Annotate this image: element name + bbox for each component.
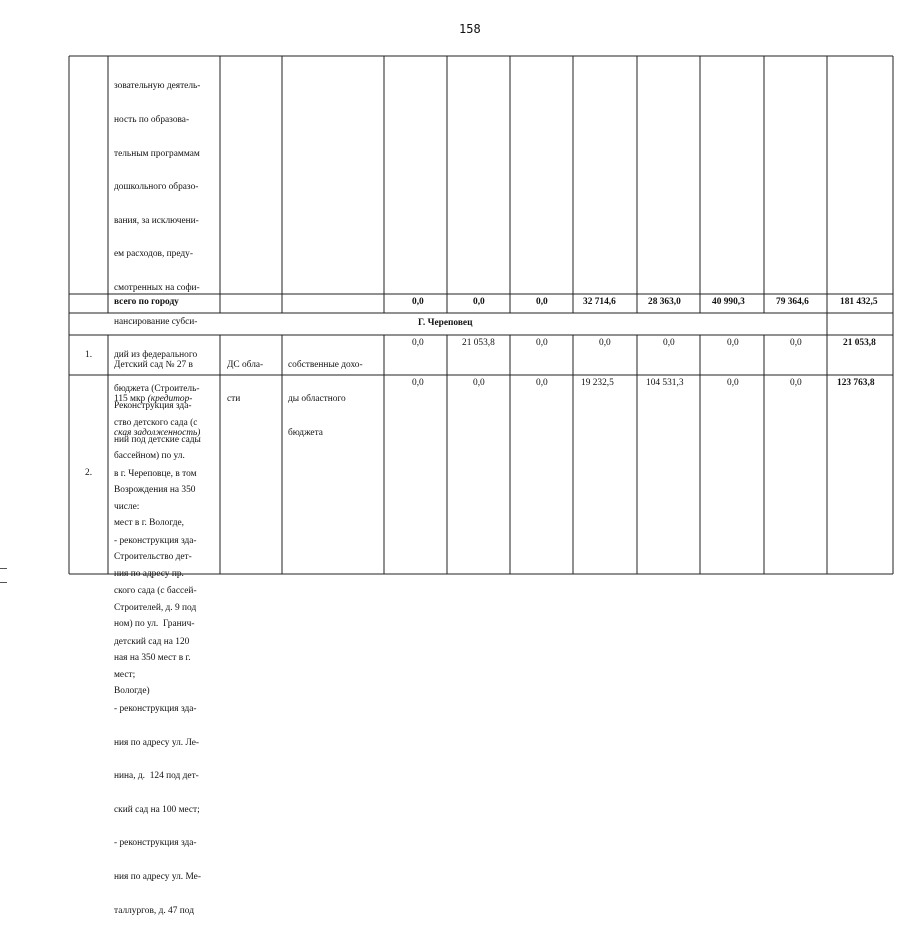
row1-value: 0,0 xyxy=(727,338,739,348)
continuation-name-line: Вологде) xyxy=(114,686,150,697)
total-city-value: 32 714,6 xyxy=(583,297,616,307)
continuation-name-line: ная на 350 мест в г. xyxy=(114,652,191,663)
total-city-value: 0,0 xyxy=(536,297,548,307)
page-number: 158 xyxy=(459,22,481,36)
row2-name-line: - реконструкция зда- xyxy=(114,535,197,546)
margin-mark xyxy=(0,582,7,583)
row2-name-line: - реконструкция зда- xyxy=(114,703,197,714)
row2-name-cell xyxy=(114,379,201,939)
row1-value: 0,0 xyxy=(536,338,548,348)
row1-value: 21 053,8 xyxy=(462,338,495,348)
total-city-value: 0,0 xyxy=(473,297,485,307)
margin-mark xyxy=(0,568,7,569)
row1-value: 0,0 xyxy=(412,338,424,348)
continuation-name-line: ем расходов, преду- xyxy=(114,249,193,260)
row2-name-line: детский сад на 120 xyxy=(114,636,190,647)
total-city-value: 28 363,0 xyxy=(648,297,681,307)
row1-source-line: ды областного xyxy=(288,394,346,405)
continuation-name-line: бюджета (Строитель- xyxy=(114,383,200,394)
row2-name-line: Строителей, д. 9 под xyxy=(114,603,197,614)
row2-name-line: нина, д. 124 под дет- xyxy=(114,771,199,782)
continuation-name-line: бассейном) по ул. xyxy=(114,451,185,462)
continuation-name-line: мест в г. Вологде, xyxy=(114,518,185,529)
row1-value: 0,0 xyxy=(663,338,675,348)
row1-name-italic: (кредитор- xyxy=(147,394,193,405)
row2-name-line: ний под детские сады xyxy=(114,435,201,446)
row2-name-line: Реконструкция зда- xyxy=(114,401,192,412)
row2-value: 104 531,3 xyxy=(646,378,684,388)
row2-name-line: ский сад на 100 мест; xyxy=(114,804,200,815)
row2-name-line: в г. Череповце, в том xyxy=(114,468,197,479)
row1-total: 21 053,8 xyxy=(843,338,876,348)
row2-name-line: ния по адресу ул. Ле- xyxy=(114,737,200,748)
continuation-name-line: ство детского сада (с xyxy=(114,417,198,428)
row2-value: 0,0 xyxy=(727,378,739,388)
row2-value: 0,0 xyxy=(536,378,548,388)
row1-owner-cell xyxy=(227,338,263,428)
row1-owner-line: сти xyxy=(227,394,241,405)
row2-name-line: ния по адресу ул. Ме- xyxy=(114,871,201,882)
row-index: 2. xyxy=(85,468,93,478)
row1-value: 0,0 xyxy=(599,338,611,348)
continuation-name-line: дий из федерального xyxy=(114,350,198,361)
continuation-name-line: ном) по ул. Гранич- xyxy=(114,619,195,630)
continuation-name-line: смотренных на софи- xyxy=(114,283,200,294)
row2-name-line: числе: xyxy=(114,502,140,513)
continuation-name-line: зовательную деятель- xyxy=(114,81,201,92)
total-city-value: 40 990,3 xyxy=(712,297,745,307)
row2-value: 0,0 xyxy=(790,378,802,388)
row2-total: 123 763,8 xyxy=(837,378,875,388)
continuation-name-line: вания, за исключени- xyxy=(114,215,199,226)
continuation-name-line: ского сада (с бассей- xyxy=(114,585,197,596)
row2-name-line: ния по адресу пр. xyxy=(114,569,184,580)
continuation-name-line: дошкольного образо- xyxy=(114,182,199,193)
row1-owner-line: ДС обла- xyxy=(227,360,264,371)
continuation-name-line: ность по образова- xyxy=(114,115,190,126)
row1-source-line: собственные дохо- xyxy=(288,360,363,371)
row2-name-line: - реконструкция зда- xyxy=(114,838,197,849)
row1-name-text: 115 мкр xyxy=(114,394,148,405)
continuation-name-line: Строительство дет- xyxy=(114,551,192,562)
section-heading: Г. Череповец xyxy=(418,318,473,328)
row1-value: 0,0 xyxy=(790,338,802,348)
continuation-name-line: тельным программам xyxy=(114,148,200,159)
total-city-label: всего по городу xyxy=(114,297,179,307)
row2-name-line: таллургов, д. 47 под xyxy=(114,905,194,916)
row1-name-line: Детский сад № 27 в xyxy=(114,360,193,371)
row1-name-italic-line: ская задолженность) xyxy=(114,427,201,438)
total-city-value: 181 432,5 xyxy=(840,297,878,307)
total-city-value: 79 364,6 xyxy=(776,297,809,307)
continuation-name-line: нансирование субси- xyxy=(114,316,198,327)
row1-source-cell xyxy=(288,338,363,461)
row2-value: 0,0 xyxy=(473,378,485,388)
row1-source-line: бюджета xyxy=(288,427,323,438)
row2-name-line: мест; xyxy=(114,670,136,681)
row-index: 1. xyxy=(85,350,93,360)
row2-value: 19 232,5 xyxy=(581,378,614,388)
continuation-name-line: Возрождения на 350 xyxy=(114,484,196,495)
row2-value: 0,0 xyxy=(412,378,424,388)
total-city-value: 0,0 xyxy=(412,297,424,307)
